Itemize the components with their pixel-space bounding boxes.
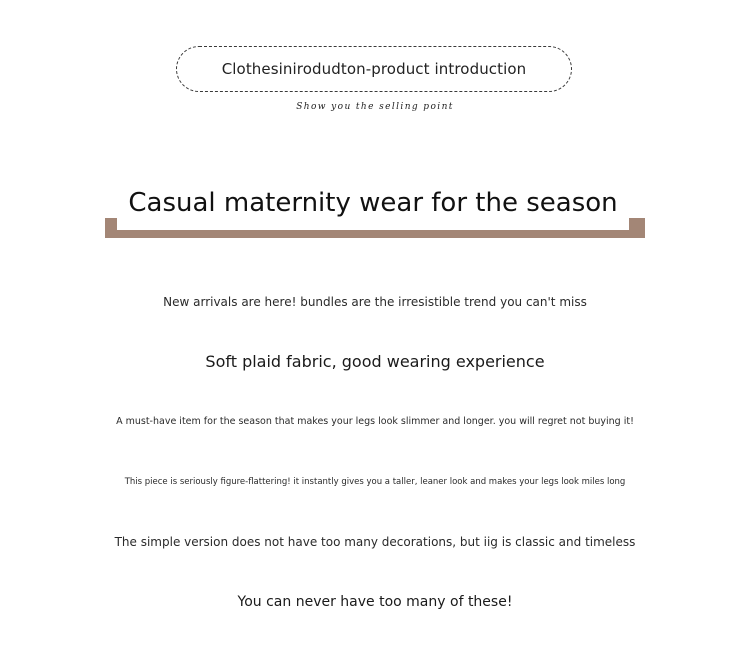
banner-title: Casual maternity wear for the season: [128, 188, 618, 218]
selling-point-line: You can never have too many of these!: [237, 594, 513, 610]
script-subtitle: Show you the selling point: [296, 102, 454, 112]
selling-point-line: New arrivals are here! bundles are the irresistible trend you can't miss: [163, 295, 587, 309]
selling-point-line: The simple version does not have too many decorations, but iig is classic and timeless: [114, 535, 636, 549]
header-pill: [176, 46, 572, 92]
page-title: Clothesinirodudton-product introduction: [221, 60, 527, 78]
selling-point-line: A must-have item for the season that makes your legs look slimmer and longer. you will regret not buying it!: [116, 416, 634, 427]
banner: [117, 176, 629, 230]
selling-point-line: This piece is seriously figure-flattering! it instantly gives you a taller, leaner look and makes your legs look miles long: [124, 477, 626, 487]
selling-point-line: Soft plaid fabric, good wearing experience: [205, 352, 545, 371]
